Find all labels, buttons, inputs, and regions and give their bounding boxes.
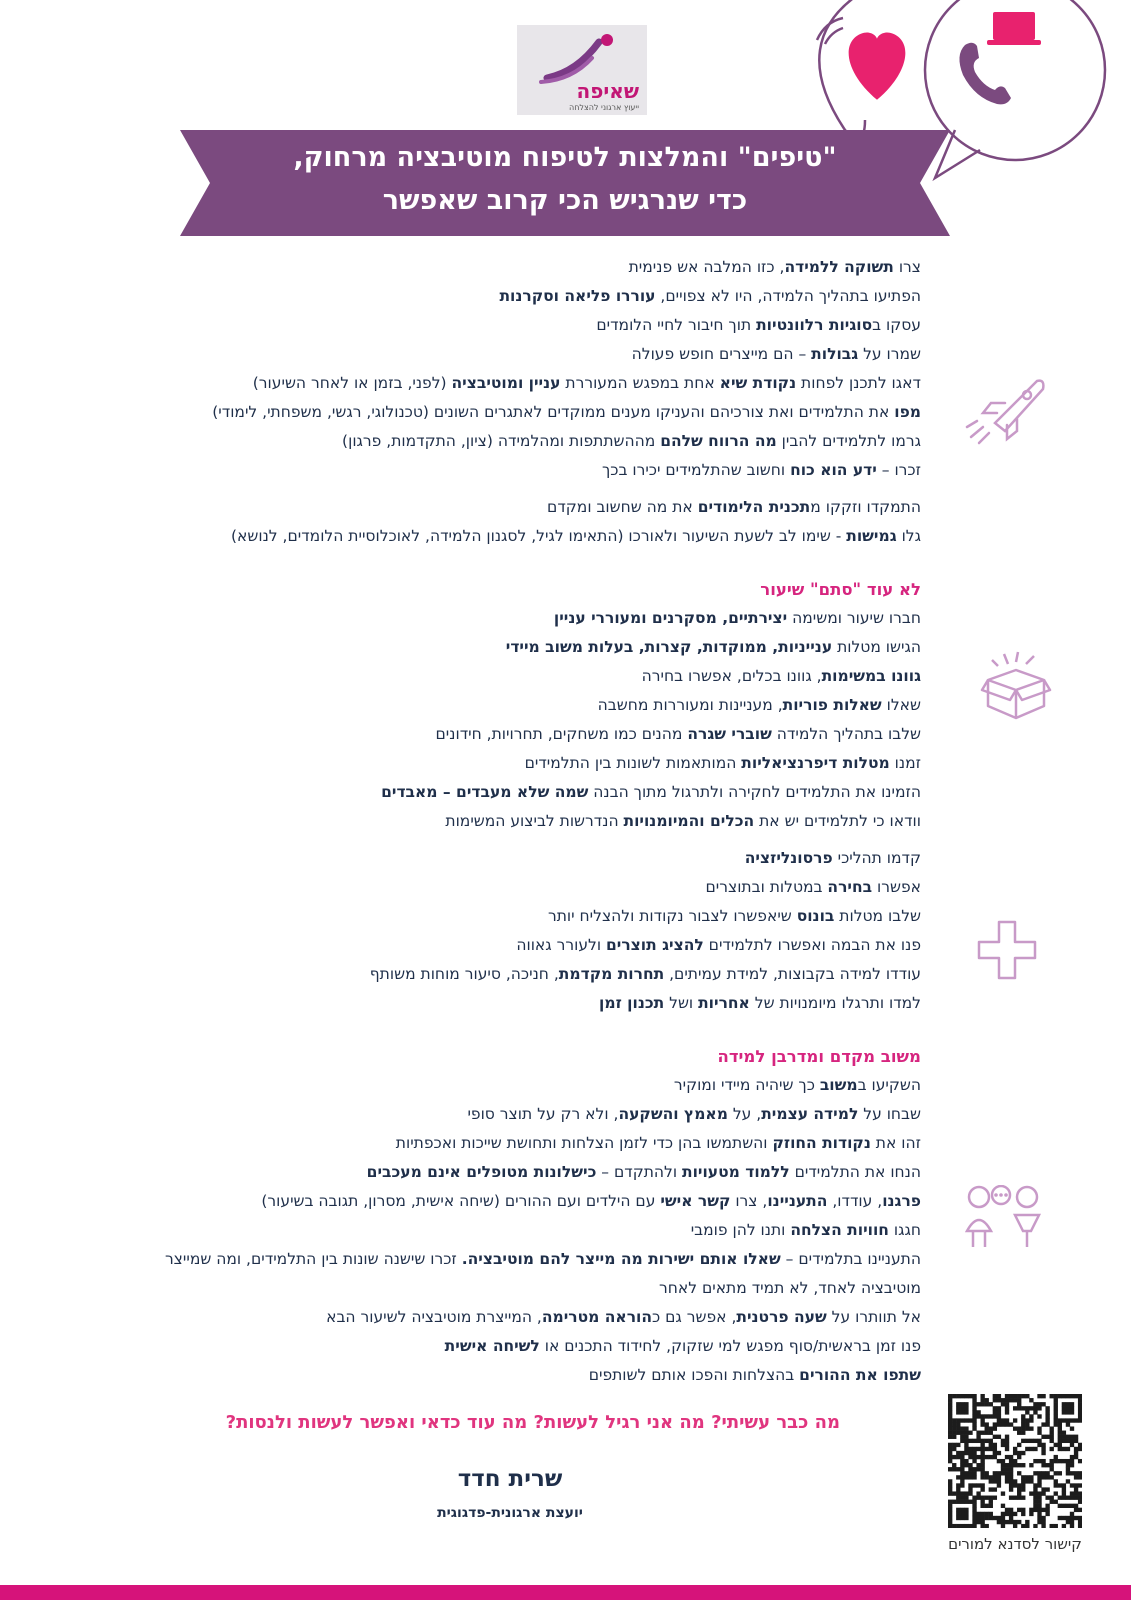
- tip-line: [101, 522, 921, 551]
- tip-emphasis: הוראה מטרימה: [541, 1308, 653, 1326]
- tip-line: [101, 1100, 921, 1129]
- tip-line: [101, 1216, 921, 1245]
- tip-text: אפשרו: [872, 878, 921, 896]
- tip-line: [101, 1187, 921, 1216]
- tip-emphasis: ידע הוא כוח: [790, 461, 877, 479]
- banner-title-line1: "טיפים" והמלצות לטיפוח מוטיבציה מרחוק,: [293, 142, 837, 173]
- tip-emphasis: גבולות: [811, 345, 859, 363]
- tip-text: , המייצרת מוטיבציה לשיעור הבא: [326, 1308, 542, 1326]
- tip-emphasis: פרגנו: [882, 1192, 921, 1210]
- logo-swoosh-icon: [537, 30, 627, 85]
- tip-line: [101, 398, 921, 427]
- tip-text: , על: [727, 1105, 762, 1123]
- tip-text: ותנו להן פומבי: [690, 1221, 791, 1239]
- tip-emphasis: תכנית הלימודים: [697, 498, 811, 516]
- tip-text: - שימו לב לשעת השיעור ולאורכו (התאימו לגיל, לסגנון הלמידה, לאוכלוסיית הלומדים, לנושא): [230, 527, 847, 545]
- tip-text: המותאמות לשונות בין התלמידים: [524, 754, 742, 772]
- tip-emphasis: שעה פרטנית: [736, 1308, 827, 1326]
- tip-text: שיאפשרו לצבור נקודות ולהצליח יותר: [548, 907, 797, 925]
- tip-emphasis: התעניינו: [767, 1192, 828, 1210]
- tip-emphasis: משוב: [819, 1076, 858, 1094]
- tips-section-personalization: [101, 844, 921, 1018]
- tip-line: [101, 749, 921, 778]
- tip-text: פנו את הבמה ואפשרו לתלמידים: [703, 936, 921, 954]
- tip-line: [101, 253, 921, 282]
- tip-text: שלבו מטלות: [834, 907, 921, 925]
- tip-emphasis: בונוס: [796, 907, 835, 925]
- tip-emphasis: מפו: [894, 403, 921, 421]
- tip-text: הזמינו את התלמידים לחקירה ולתרגול מתוך הבנה: [588, 783, 921, 801]
- tip-text: שלבו בתהליך הלמידה: [771, 725, 921, 743]
- tip-text: , ולא רק על תוצר סופי: [467, 1105, 619, 1123]
- tip-text: הנדרשות לביצוע המשימות: [445, 812, 624, 830]
- tip-emphasis: מה הרווח שלהם: [660, 432, 777, 450]
- tip-emphasis: מטלות דיפרנציאליות: [741, 754, 890, 772]
- tip-emphasis: חוויות הצלחה: [790, 1221, 889, 1239]
- tip-text: דאגו לתכנן לפחות: [796, 374, 921, 392]
- tip-line: [101, 633, 921, 662]
- tip-line: [101, 1245, 921, 1303]
- logo-tagline: ייעוץ ארגוני להצלחה: [568, 103, 639, 112]
- tip-text: , גוונו בכלים, אפשרו בחירה: [641, 667, 822, 685]
- laptop-icon: [987, 12, 1041, 45]
- tip-text: הפתיעו בתהליך הלמידה, היו לא צפויים,: [655, 287, 921, 305]
- tips-section-general: [101, 253, 921, 485]
- tip-text: (לפני, בזמן או לאחר השיעור): [252, 374, 452, 392]
- tip-emphasis: תחרות מקדמת: [558, 965, 665, 983]
- tip-text: התעניינו בתלמידים –: [780, 1250, 921, 1268]
- tip-text: עם הילדים ועם ההורים (שיחה אישית, מסרון, תגובה בשיעור): [261, 1192, 661, 1210]
- tip-line: [101, 873, 921, 902]
- tip-text: מההשתתפות ומהלמידה (ציון, התקדמות, פרגון): [342, 432, 661, 450]
- tip-line: [101, 778, 921, 807]
- tip-text: הגישו מטלות: [832, 638, 921, 656]
- tip-emphasis: אחריות: [698, 994, 750, 1012]
- tip-text: למדו ותרגלו מיומנויות של: [749, 994, 921, 1012]
- tip-text: שאלו: [881, 696, 921, 714]
- tip-line: [101, 1303, 921, 1332]
- tip-emphasis: למידה עצמית: [761, 1105, 859, 1123]
- tip-text: עודדו למידה בקבוצות, למידת עמיתים,: [664, 965, 921, 983]
- tip-emphasis: תשוקה ללמידה: [784, 258, 894, 276]
- tip-line: [101, 931, 921, 960]
- tip-text: , חניכה, סיעור מוחות משותף: [369, 965, 559, 983]
- author-name: שרית חדד: [457, 1466, 563, 1492]
- tip-text: שבחו על: [858, 1105, 921, 1123]
- tip-text: גרמו לתלמידים להבין: [776, 432, 921, 450]
- tip-line: [101, 282, 921, 311]
- tip-text: ושל: [664, 994, 699, 1012]
- tip-line: [101, 427, 921, 456]
- tip-emphasis: בחירה: [827, 878, 873, 896]
- tip-text: זהו את: [870, 1134, 921, 1152]
- tip-text: זמנו: [889, 754, 921, 772]
- tip-emphasis: ענייניות, ממוקדות, קצרות, בעלות משוב מיידי: [505, 638, 833, 656]
- reflection-question: מה כבר עשיתי? מה אני רגיל לעשות? מה עוד כדאי ואפשר לעשות ולנסות?: [225, 1412, 840, 1433]
- tip-line: [101, 720, 921, 749]
- tip-text: את התלמידים ואת צורכיהם והעניקו מענים ממוקדים לאתגרים השונים (טכנולוגי, רגשי, משפחתי, לימודי): [212, 403, 895, 421]
- section-heading-lesson: לא עוד "סתם" שיעור: [760, 580, 921, 599]
- tip-line: [101, 1129, 921, 1158]
- tip-emphasis: תכנון זמן: [599, 994, 665, 1012]
- qr-caption: קישור לסדנא למורים: [948, 1535, 1082, 1553]
- tip-text: וודאו כי לתלמידים יש את: [754, 812, 921, 830]
- tip-text: זכרו –: [876, 461, 921, 479]
- tip-emphasis: עניין ומוטיבציה: [451, 374, 561, 392]
- tip-text: צרו: [893, 258, 921, 276]
- tip-emphasis: הכלים והמיומנויות: [623, 812, 755, 830]
- tip-text: אחת במפגש המעוררת: [560, 374, 720, 392]
- tip-emphasis: שאלות פוריות: [782, 696, 882, 714]
- logo-name: שאיפה: [576, 79, 639, 103]
- tip-emphasis: כישלונות מטופלים אינם מעכבים: [366, 1163, 597, 1181]
- tip-emphasis: להציג תוצרים: [605, 936, 704, 954]
- tip-emphasis: ללמוד מטעויות: [681, 1163, 790, 1181]
- tip-line: [101, 1158, 921, 1187]
- tip-emphasis: נקודות החוזק: [772, 1134, 871, 1152]
- tip-text: ולעורר גאווה: [516, 936, 606, 954]
- tip-line: [101, 604, 921, 633]
- tip-text: גלו: [896, 527, 921, 545]
- tip-text: בהצלחות והפכו אותם לשותפים: [588, 1366, 800, 1384]
- heart-icon: [849, 32, 906, 99]
- tip-line: [101, 691, 921, 720]
- gift-box-icon: [980, 650, 1052, 722]
- tip-line: [101, 902, 921, 931]
- tip-line: [101, 1332, 921, 1361]
- phone-icon: [959, 43, 1011, 105]
- tip-emphasis: עוררו פליאה וסקרנות: [499, 287, 656, 305]
- tip-text: שמרו על: [858, 345, 921, 363]
- tip-text: הנחו את התלמידים: [789, 1163, 921, 1181]
- tip-text: קדמו תהליכי: [832, 849, 921, 867]
- bottom-bar: [0, 1585, 1131, 1600]
- tip-line: [101, 1071, 921, 1100]
- tip-line: [101, 456, 921, 485]
- author-title: יועצת ארגונית-פדגוגית: [437, 1505, 583, 1521]
- tips-content: [101, 253, 921, 1390]
- banner-title-line2: כדי שנרגיש הכי קרוב שאפשר: [382, 185, 748, 216]
- tip-emphasis: שתפו את ההורים: [799, 1366, 921, 1384]
- logo: [517, 25, 647, 115]
- tip-text: כך שיהיה מיידי ומוקיר: [673, 1076, 820, 1094]
- tip-emphasis: יצירתיים, מסקרנים ומעוררי עניין: [553, 609, 788, 627]
- people-chat-icon: [965, 1185, 1045, 1249]
- tip-text: עסקו ב: [872, 316, 921, 334]
- tip-line: [101, 369, 921, 398]
- tip-text: – הם מייצרים חופש פעולה: [631, 345, 812, 363]
- tip-line: [101, 493, 921, 522]
- tip-text: , אפשר גם כ: [652, 1308, 737, 1326]
- tip-text: את מה שחשוב ומקדם: [547, 498, 698, 516]
- tip-line: [101, 807, 921, 836]
- tip-emphasis: פרסונליזציה: [744, 849, 833, 867]
- tip-text: השקיעו ב: [857, 1076, 921, 1094]
- tip-line: [101, 662, 921, 691]
- tip-line: [101, 311, 921, 340]
- tip-text: זכרו שישנה שונות בין התלמידים, ומה שמייצר מוטיבציה לאחד, לא תמיד מתאים לאחר: [164, 1250, 921, 1297]
- title-banner: [180, 130, 950, 236]
- tip-text: , כזו המלבה אש פנימית: [628, 258, 785, 276]
- tip-text: חברו שיעור ומשימה: [787, 609, 921, 627]
- tip-emphasis: נקודת שיא: [719, 374, 797, 392]
- tip-emphasis: גוונו במשימות: [821, 667, 921, 685]
- tip-emphasis: סוגיות רלוונטיות: [756, 316, 873, 334]
- tip-emphasis: לשיחה אישית: [444, 1337, 540, 1355]
- tip-emphasis: גמישות: [846, 527, 897, 545]
- tip-text: מהנים כמו משחקים, תחרויות, חידונים: [435, 725, 688, 743]
- tip-emphasis: שוברי שגרה: [687, 725, 772, 743]
- tip-text: וחשוב שהתלמידים יכירו בכך: [601, 461, 791, 479]
- tip-line: [101, 340, 921, 369]
- tip-line: [101, 989, 921, 1018]
- tip-text: חגגו: [888, 1221, 921, 1239]
- tip-text: תוך חיבור לחיי הלומדים: [596, 316, 757, 334]
- qr-code[interactable]: [948, 1394, 1082, 1528]
- tip-emphasis: מאמץ והשקעה: [618, 1105, 728, 1123]
- tip-text: והשתמשו בהן כדי לזמן הצלחות ותחושת שייכות ואכפתיות: [395, 1134, 773, 1152]
- tip-text: במטלות ובתוצרים: [705, 878, 828, 896]
- tip-line: [101, 844, 921, 873]
- plus-icon: [975, 918, 1039, 982]
- tip-emphasis: שאלו אותם ישירות מה מייצר להם מוטיבציה.: [461, 1250, 781, 1268]
- tip-text: , עודדו,: [827, 1192, 883, 1210]
- tip-text: פנו זמן בראשית/סוף מפגש למי שזקוק, לחידוד התכנים או: [539, 1337, 921, 1355]
- tip-text: אל תוותרו על: [826, 1308, 921, 1326]
- tip-text: , צרו: [730, 1192, 768, 1210]
- tip-text: , מעניינות ומעוררות מחשבה: [597, 696, 783, 714]
- tip-line: [101, 1361, 921, 1390]
- tips-section-lesson: [101, 604, 921, 836]
- tip-text: ולהתקדם –: [596, 1163, 682, 1181]
- tip-emphasis: שמה שלא מעבדים – מאבדים: [381, 783, 589, 801]
- tip-line: [101, 960, 921, 989]
- tip-emphasis: קשר אישי: [660, 1192, 731, 1210]
- tips-section-curriculum: [101, 493, 921, 551]
- tip-text: התמקדו וזקקו מ: [810, 498, 921, 516]
- section-heading-feedback: משוב מקדם ומדרבן למידה: [717, 1047, 921, 1066]
- tips-section-feedback: [101, 1071, 921, 1390]
- rocket-icon: [965, 375, 1055, 445]
